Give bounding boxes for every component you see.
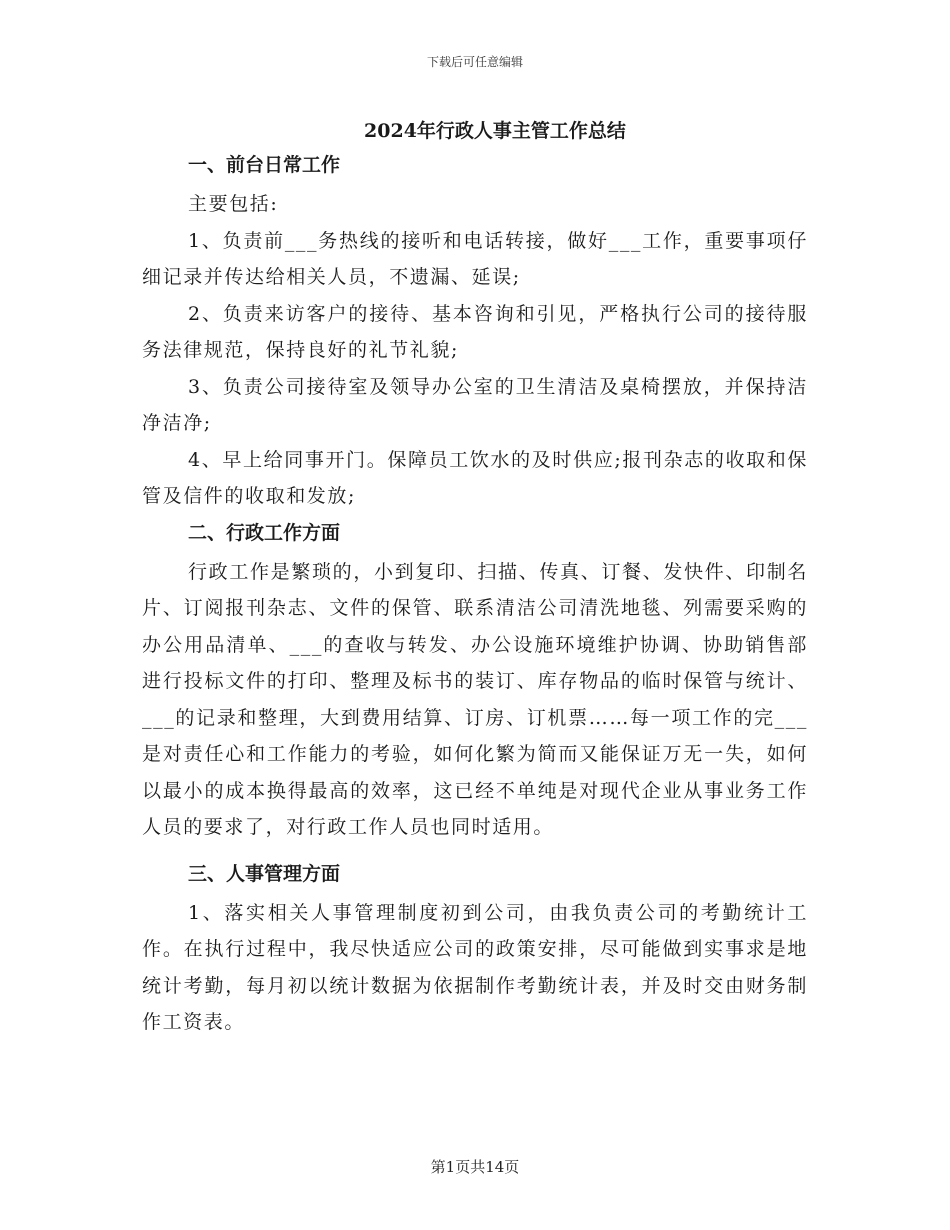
section-heading-front-desk: 一、前台日常工作 bbox=[188, 154, 341, 176]
document-title: 2024年行政人事主管工作总结 bbox=[364, 120, 626, 142]
list-item: 4、早上给同事开门。保障员工饮水的及时供应;报刊杂志的收取和保管及信件的收取和发放; bbox=[142, 448, 808, 507]
list-item: 3、负责公司接待室及领导办公室的卫生清洁及桌椅摆放，并保持洁净洁净; bbox=[142, 375, 808, 434]
section-heading-admin: 二、行政工作方面 bbox=[188, 521, 341, 544]
page-number: 第1页共14页 bbox=[430, 1158, 520, 1176]
list-item: 1、负责前___务热线的接听和电话转接，做好___工作，重要事项仔细记录并传达给相关人员，不遗漏、延误; bbox=[142, 229, 808, 288]
document-body bbox=[142, 147, 808, 1041]
header-note: 下载后可任意编辑 bbox=[426, 55, 523, 69]
section-paragraph: 行政工作是繁琐的，小到复印、扫描、传真、订餐、发快件、印制名片、订阅报刊杂志、文件的保管、联系清洁公司清洗地毯、列需要采购的办公用品清单、___的查收与转发、办公设施环境维护协调、协助销售部进行投标文件的打印、整理及标书的装订、库存物品的临时保管与统计、___的记录和整理，大到费用结算、订房、订机票……每一项工作的完___是对责任心和工作能力的考验，如何化繁为简而又能保证万无一失，如何以最小的成本换得最高的效率，这已经不单纯是对现代企业从事业务工作人员的要求了，对行政工作人员也同时适用。 bbox=[142, 560, 808, 838]
section-heading-hr: 三、人事管理方面 bbox=[188, 862, 341, 885]
list-item: 2、负责来访客户的接待、基本咨询和引见，严格执行公司的接待服务法律规范，保持良好的礼节礼貌; bbox=[142, 302, 808, 361]
section-paragraph: 1、落实相关人事管理制度初到公司，由我负责公司的考勤统计工作。在执行过程中，我尽快适应公司的政策安排，尽可能做到实事求是地统计考勤，每月初以统计数据为依据制作考勤统计表，并及时交由财务制作工资表。 bbox=[142, 901, 808, 1033]
section-intro: 主要包括: bbox=[188, 193, 279, 215]
